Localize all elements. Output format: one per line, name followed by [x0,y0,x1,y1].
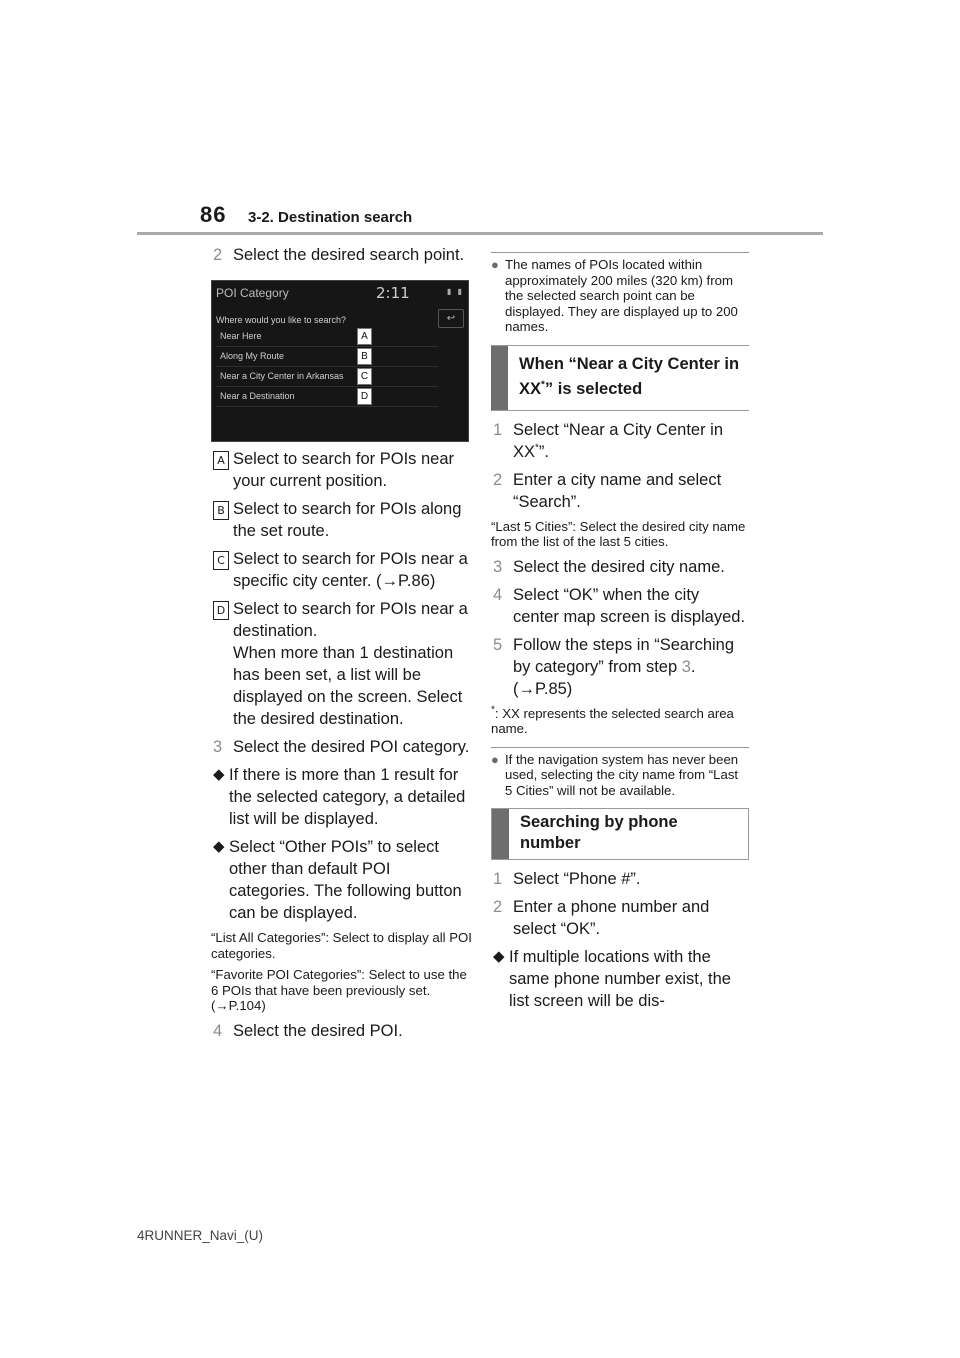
item-text: Select to search for POIs near a destination. [233,600,468,640]
heading-near-city-center [491,345,749,411]
heading-phone-number [491,808,749,860]
step-text: Select “OK” when the city center map screen is displayed. [513,585,746,626]
row-label: Along My Route [220,351,285,361]
asterisk: * [541,379,545,390]
diamond-bullet-icon: ◆ [213,766,225,783]
step-number: 2 [493,898,503,916]
step-text: . (→P.85) [513,657,696,698]
note-text: If the navigation system has never been used, selecting the city name from “Last 5 Cities” will not be available. [505,751,739,798]
heading-text: When “Near a City Center in XX [519,354,740,398]
note-poi-names [491,257,749,335]
note-favorite: “Favorite POI Categories”: Select to use the 6 POIs that have been previously set. (→P.104) [211,967,467,1013]
step-text: Enter a phone number and select “OK”. [513,898,710,938]
footnote-text: : XX represents the selected search area name. [491,705,734,736]
bullet-detailed-list [211,764,473,830]
step-text: Select the desired city name. [513,557,725,576]
divider [491,747,749,748]
step-text: Select the desired search point. [233,246,465,264]
asterisk: * [491,704,495,716]
section-title: 3-2. Destination search [248,209,413,226]
step-text: Enter a city name and select “Search”. [513,470,722,511]
right-column [491,248,749,1018]
step-number: 3 [493,557,503,576]
key-label-b: B [213,501,229,520]
status-icons: ▮ ▮ [446,287,464,296]
screen-prompt: Where would you like to search? [216,315,347,325]
note-list-all: “List All Categories”: Select to display all POI categories. [211,930,472,961]
heading-text: ” is selected [544,379,643,398]
heading-text: Searching by phone number [520,813,678,852]
step-number: 5 [493,635,503,654]
item-c [211,548,473,592]
city-step-3 [491,556,749,578]
diamond-bullet-icon: ◆ [213,838,225,855]
row-key: C [357,368,372,385]
footer-model: 4RUNNER_Navi_(U) [137,1228,264,1243]
left-column [211,238,473,1048]
back-icon[interactable]: ↩ [438,309,464,328]
asterisk: * [535,442,539,453]
step-number: 2 [213,246,223,264]
diamond-bullet-icon: ◆ [493,948,505,965]
item-text: Select to search for POIs near a specific city center. (→P.86) [233,550,468,590]
phone-step-1 [491,868,749,890]
step-text: Select the desired POI. [233,1021,403,1040]
bullet-multiple-locations [491,946,749,1012]
step-number: 4 [213,1021,223,1040]
city-step-5 [491,634,749,700]
bullet-text: If multiple locations with the same phone number exist, the list screen will be dis- [509,948,731,1010]
circle-bullet-icon: ● [491,751,499,767]
step-text: Select “Near a City Center in XX [513,420,723,461]
row-key: A [357,328,372,345]
row-label: Near a Destination [220,391,295,401]
header-divider [137,232,823,235]
divider [491,252,749,253]
item-text: Select to search for POIs along the set route. [233,500,462,540]
step-number: 1 [493,870,503,888]
circle-bullet-icon: ● [491,257,499,272]
screen-row-city-center[interactable] [216,367,438,387]
step-2 [211,244,473,266]
key-label-c: C [213,551,229,570]
screen-clock: 2:11 [376,284,410,302]
bullet-text: If there is more than 1 result for the selected category, a detailed list will be displayed. [229,766,466,828]
footnote [491,706,749,737]
phone-step-2 [491,896,749,940]
row-label: Near Here [220,331,262,341]
row-label: Near a City Center in Arkansas [220,371,344,381]
step-3 [211,736,473,758]
screen-row-along-route[interactable] [216,347,438,367]
screen-row-destination[interactable] [216,387,438,407]
step-text: Follow the steps in “Searching by category” from step [513,635,735,676]
poi-category-screen [211,280,469,442]
city-step-1 [491,419,749,463]
screen-row-near-here[interactable] [216,327,438,347]
heading-bar [491,346,508,410]
note-navigation-never-used [491,752,749,799]
key-label-a: A [213,451,229,470]
city-step-2 [491,469,749,513]
page-number: 86 [200,202,227,227]
note-text: The names of POIs located within approximately 200 miles (320 km) from the selected search point can be displayed. They are displayed up to 200 names. [505,257,738,334]
row-key: D [357,388,372,405]
step-text: Select the desired POI category. [233,738,470,756]
step-number: 3 [213,738,223,756]
item-text: Select to search for POIs near your current position. [233,450,455,490]
item-a [211,448,473,492]
step-text: Select “Phone #”. [513,870,641,888]
screen-title: POI Category [216,286,289,300]
heading-bar [492,809,509,859]
item-b [211,498,473,542]
step-number: 4 [493,585,503,604]
item-d [211,598,473,730]
step-number: 2 [493,470,503,489]
row-key: B [357,348,372,365]
item-extra-text: When more than 1 destination has been set, a list will be displayed on the screen. Select the desired destination. [233,644,463,728]
step-number: 1 [493,420,503,439]
key-label-d: D [213,601,229,620]
step-text: ”. [538,442,550,461]
step-reference: 3 [681,657,691,676]
bullet-other-pois [211,836,473,924]
step-4 [211,1020,473,1042]
bullet-text: Select “Other POIs” to select other than default POI categories. The following button can be displayed. [229,838,462,922]
note-last-5-cities: “Last 5 Cities”: Select the desired city name from the list of the last 5 cities. [491,518,746,549]
city-step-4 [491,584,749,628]
